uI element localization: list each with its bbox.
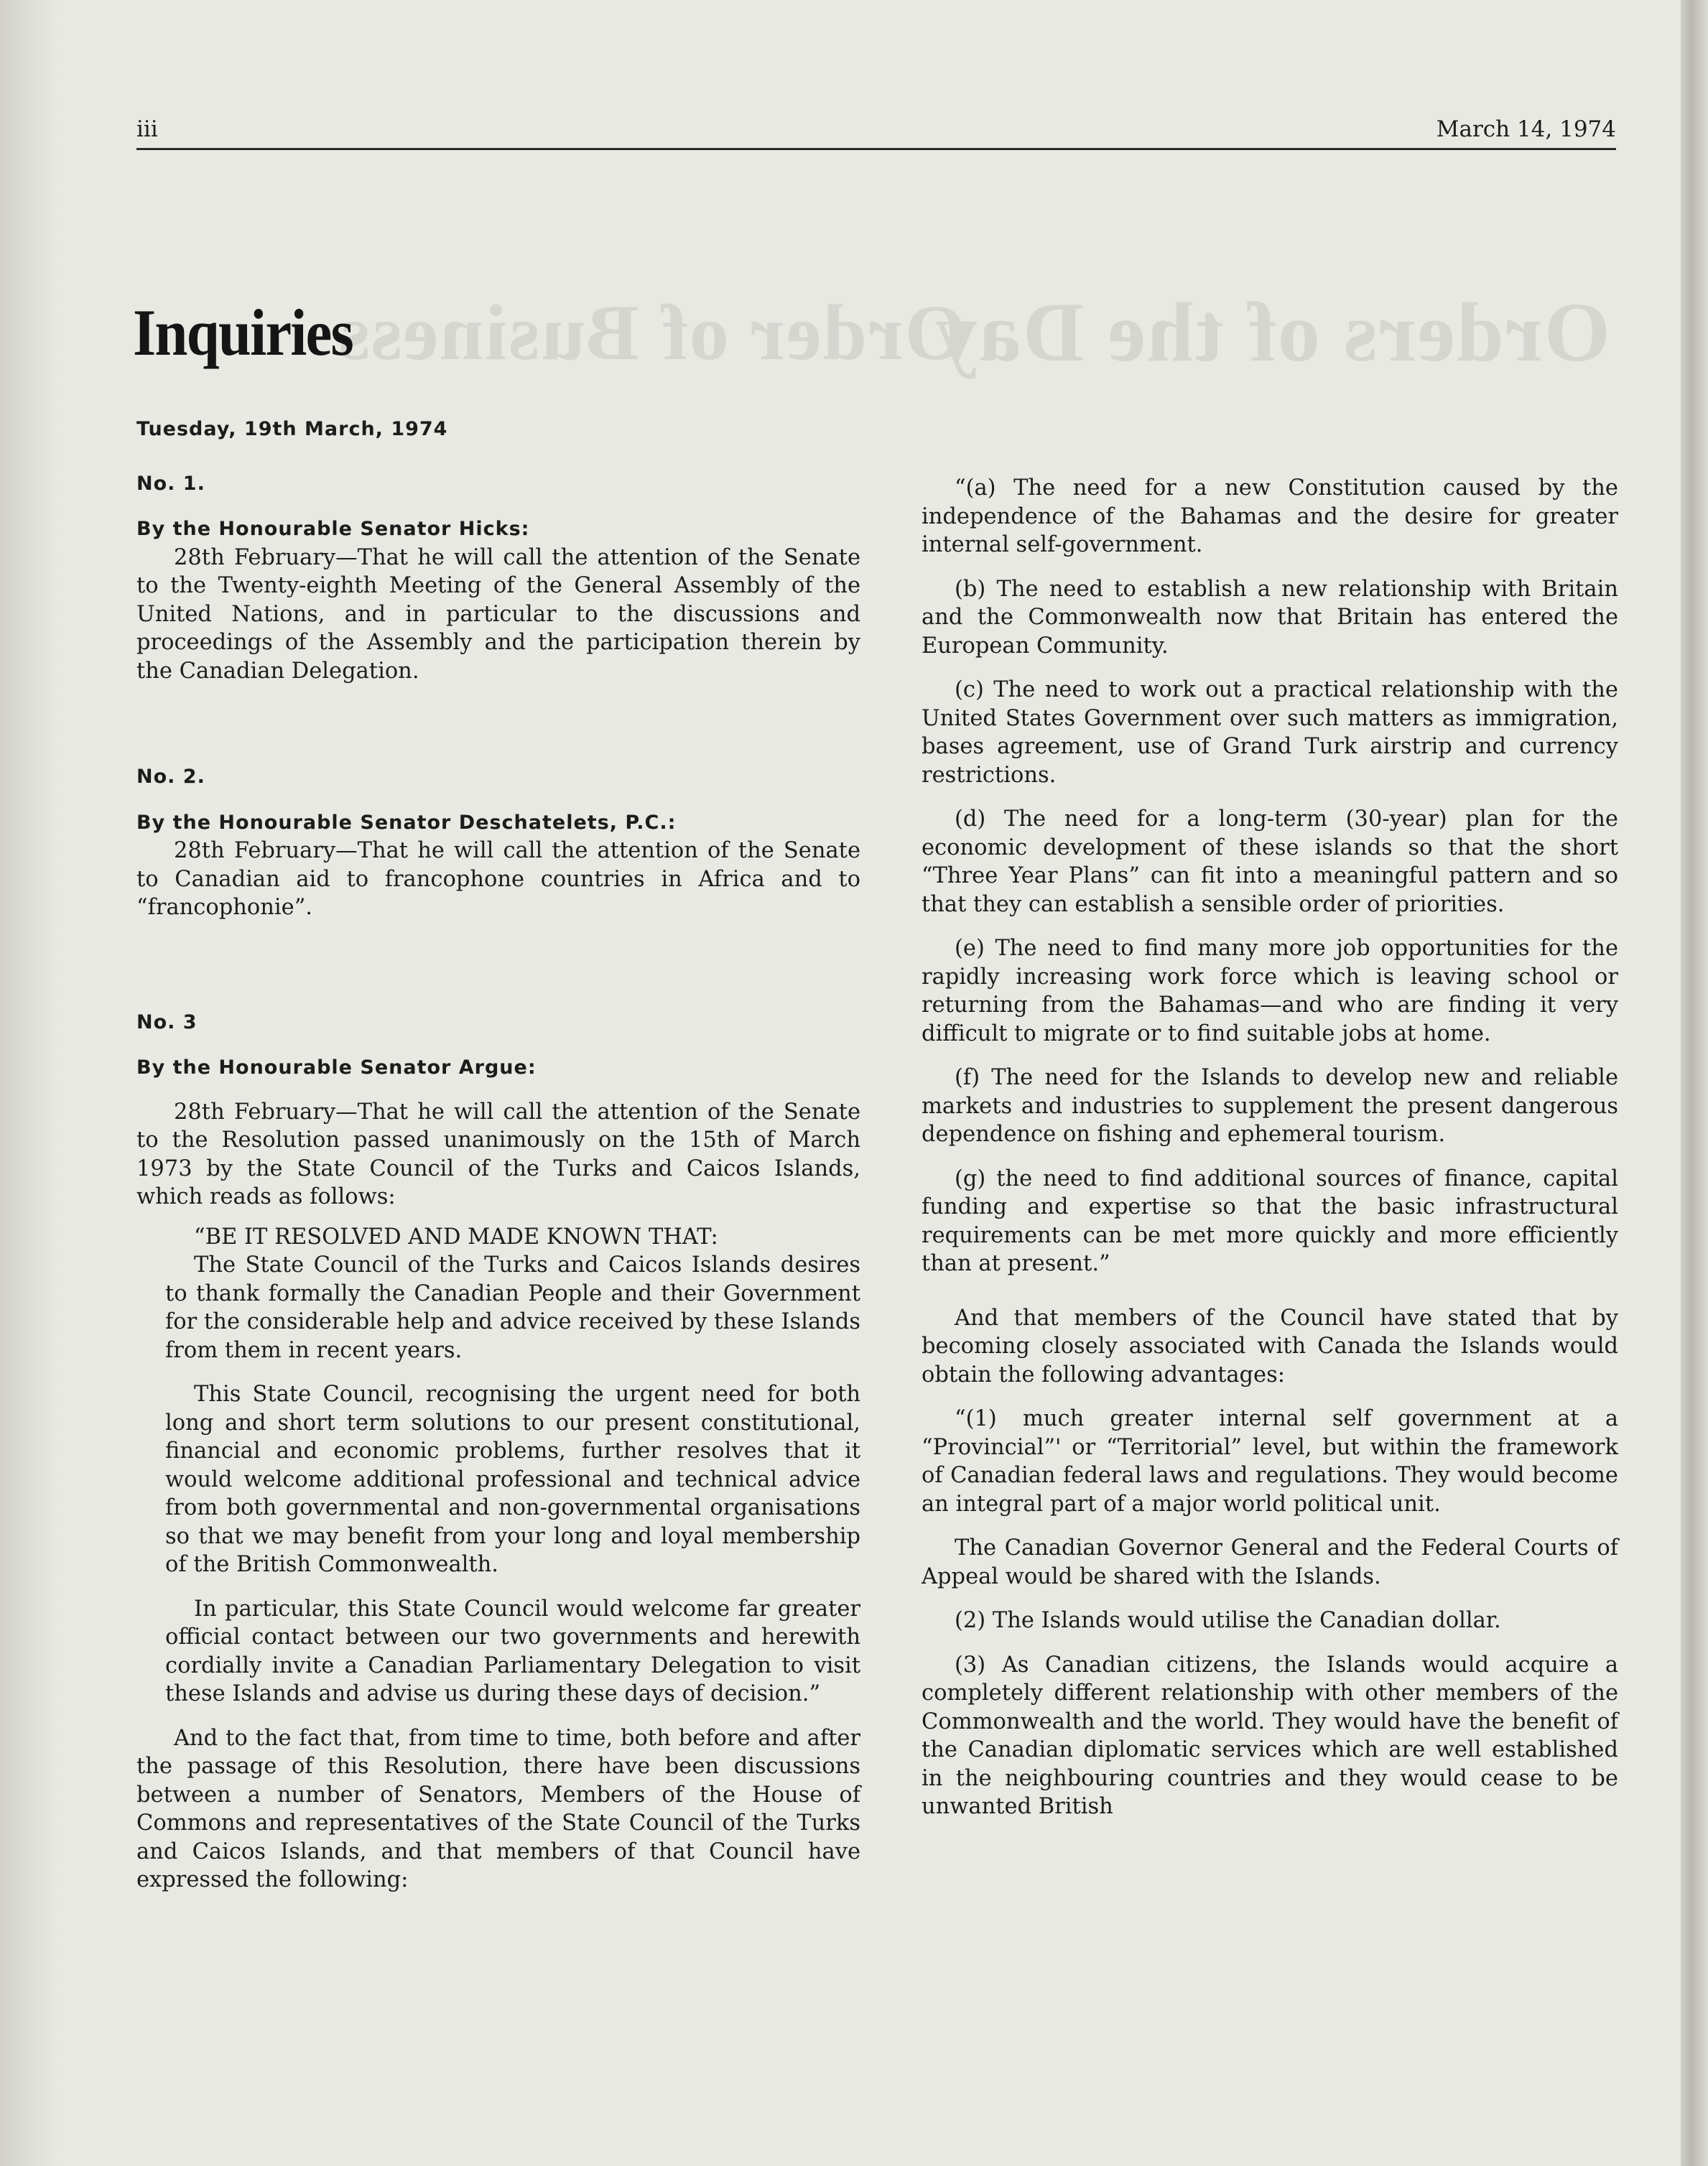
advantage-item: The Canadian Governor General and the Federal Courts of Appeal would be shared with the Islands.	[922, 1535, 1618, 1589]
header-date: March 14, 1974	[1436, 116, 1616, 142]
resolution-paragraph: The State Council of the Turks and Caicos Islands desires to thank formally the Canadian People and their Government for the considerable help and advice received by these Islands from them in recent years.	[165, 1252, 860, 1363]
closing-paragraph: And to the fact that, from time to time, both before and after the passage of this Resolution, there have been discussions between a number of Senators, Members of the House of Commons and representatives of the State Council of the Turks and Caicos Islands, and that members of that Council have expressed the following:	[136, 1725, 860, 1892]
need-item: (d) The need for a long-term (30-year) plan for the economic development of these islands so that the short “Three Year Plans” can fit into a meaningful pattern and so that they can establish a sensible order of priorities.	[922, 807, 1618, 917]
item-text: 28th February—That he will call the attention of the Senate to Canadian aid to francophone countries in Africa and to “francophonie”.	[136, 838, 860, 920]
advantages-intro: And that members of the Council have stated that by becoming closely associated with Canada the Islands would obtain the following advantages:	[922, 1305, 1618, 1388]
page-gutter-shadow	[0, 0, 57, 2166]
resolution-paragraph: This State Council, recognising the urgent need for both long and short term solutions to our present constitutional, financial and economic problems, further resolves that it would welcome additional professional and technical advice from both governmental and non-governmental organisations so that we may benefit from your long and loyal membership of the British Commonwealth.	[165, 1382, 860, 1577]
item-number: No. 2.	[136, 766, 205, 788]
item-number: No. 1.	[136, 472, 205, 495]
need-item: (b) The need to establish a new relationship with Britain and the Commonwealth now that Britain has entered the European Community.	[922, 576, 1618, 659]
resolution-paragraph: In particular, this State Council would welcome far greater official contact between our two governments and herewith cordially invite a Canadian Parliamentary Delegation to visit these Islands and advise us during these days of decision.”	[165, 1596, 860, 1706]
need-item: (f) The need for the Islands to develop new and reliable markets and industries to supplement the present dangerous dependence on fishing and ephemeral tourism.	[922, 1065, 1618, 1147]
need-item: “(a) The need for a new Constitution caused by the independence of the Bahamas and the desire for greater internal self-government.	[922, 475, 1618, 557]
item-text: 28th February—That he will call the attention of the Senate to the Twenty-eighth Meeting of the General Assembly of the United Nations, and in particular to the discussions and proceedings of the Assembly and the participation therein by the Canadian Delegation.	[136, 544, 860, 684]
need-item: (e) The need to find many more job opportunities for the rapidly increasing work force which is leaving school or returning from the Bahamas—and who are finding it very difficult to migrate or to find suitable jobs at home.	[922, 936, 1618, 1046]
advantage-item: “(1) much greater internal self government at a “Provincial”' or “Territorial” level, but within the framework of Canadian federal laws and regulations. They would become an integral part of a major world political unit.	[922, 1406, 1618, 1517]
item-sponsor: By the Honourable Senator Deschatelets, P.C.:	[136, 811, 677, 834]
left-column	[136, 415, 860, 1895]
need-item: (c) The need to work out a practical relationship with the United States Government over such matters as immigration, bases agreement, use of Grand Turk airstrip and currency restrictions.	[922, 677, 1618, 788]
running-header	[136, 113, 1616, 150]
date-heading: Tuesday, 19th March, 1974	[136, 418, 448, 440]
page-title: Inquiries	[133, 296, 353, 369]
bleed-through-right: Orders of the Day	[934, 285, 1610, 379]
item-number: No. 3	[136, 1010, 198, 1033]
advantage-item: (3) As Canadian citizens, the Islands would acquire a completely different relationship with other members of the Commonwealth and the world. They would have the benefit of the Canadian diplomatic services which are well established in the neighbouring countries and they would cease to be unwanted British	[922, 1652, 1618, 1819]
resolution-quote	[136, 1223, 860, 1709]
page-edge	[1681, 0, 1708, 2166]
item-sponsor: By the Honourable Senator Argue:	[136, 1056, 537, 1079]
resolution-heading: “BE IT RESOLVED AND MADE KNOWN THAT:	[194, 1224, 718, 1250]
page-number: iii	[136, 116, 158, 142]
item-text: 28th February—That he will call the attention of the Senate to the Resolution passed unanimously on the 15th of March 1973 by the State Council of the Turks and Caicos Islands, which reads as follows:	[136, 1099, 860, 1209]
item-sponsor: By the Honourable Senator Hicks:	[136, 518, 530, 540]
need-item: (g) the need to find additional sources of finance, capital funding and expertise so that the basic infrastructural requirements can be met more quickly and more efficiently than at present.”	[922, 1166, 1618, 1276]
advantage-item: (2) The Islands would utilise the Canadian dollar.	[955, 1608, 1501, 1633]
bleed-through-left: Order of Business	[338, 289, 967, 376]
right-column	[922, 474, 1618, 1821]
